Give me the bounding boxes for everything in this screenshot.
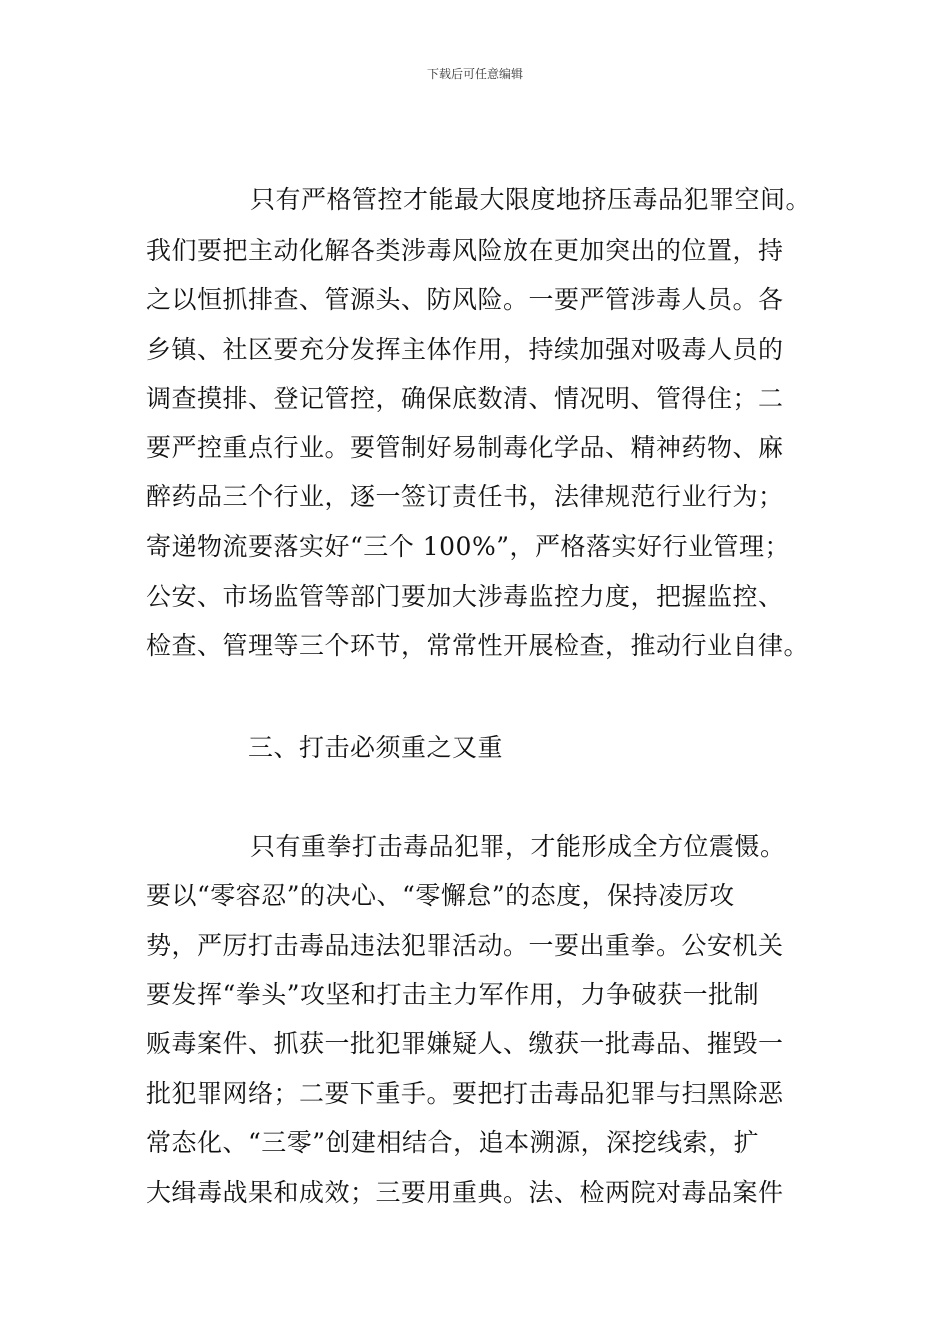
section-heading: 三、打击必须重之又重 — [248, 733, 504, 762]
paragraph-1-line-8: 寄递物流要落实好“三个 100%”，严格落实好行业管理； — [146, 532, 790, 561]
paragraph-1-line-2: 我们要把主动化解各类涉毒风险放在更加突出的位置，持 — [146, 236, 784, 265]
paragraph-2-line-3: 势，严厉打击毒品违法犯罪活动。一要出重拳。公安机关 — [146, 931, 784, 960]
paragraph-2-line-6: 批犯罪网络；二要下重手。要把打击毒品犯罪与扫黑除恶 — [146, 1079, 784, 1108]
paragraph-1-line-3: 之以恒抓排查、管源头、防风险。一要严管涉毒人员。各 — [146, 285, 784, 314]
paragraph-1-line-7: 醉药品三个行业，逐一签订责任书，法律规范行业行为； — [146, 482, 784, 511]
paragraph-2-line-2: 要以“零容忍”的决心、“零懈怠”的态度，保持凌厉攻 — [146, 881, 735, 910]
paragraph-1-line-4: 乡镇、社区要充分发挥主体作用，持续加强对吸毒人员的 — [146, 335, 784, 364]
paragraph-2-line-1: 只有重拳打击毒品犯罪，才能形成全方位震慑。 — [250, 832, 786, 861]
paragraph-2-line-8: 大缉毒战果和成效；三要用重典。法、检两院对毒品案件 — [146, 1178, 784, 1207]
paragraph-1-line-5: 调查摸排、登记管控，确保底数清、情况明、管得住；二 — [146, 384, 784, 413]
paragraph-2-line-4: 要发挥“拳头”攻坚和打击主力军作用，力争破获一批制 — [146, 980, 760, 1009]
paragraph-1-line-1: 只有严格管控才能最大限度地挤压毒品犯罪空间。 — [250, 185, 812, 214]
paragraph-2-line-7: 常态化、“三零”创建相结合，追本溯源，深挖线索，扩 — [146, 1128, 760, 1157]
paragraph-2-line-5: 贩毒案件、抓获一批犯罪嫌疑人、缴获一批毒品、摧毁一 — [146, 1029, 784, 1058]
paragraph-1-line-6: 要严控重点行业。要管制好易制毒化学品、精神药物、麻 — [146, 433, 784, 462]
page-header-note: 下载后可任意编辑 — [426, 67, 523, 81]
paragraph-1-line-10: 检查、管理等三个环节，常常性开展检查，推动行业自律。 — [146, 631, 810, 660]
paragraph-1-line-9: 公安、市场监管等部门要加大涉毒监控力度，把握监控、 — [146, 582, 784, 611]
